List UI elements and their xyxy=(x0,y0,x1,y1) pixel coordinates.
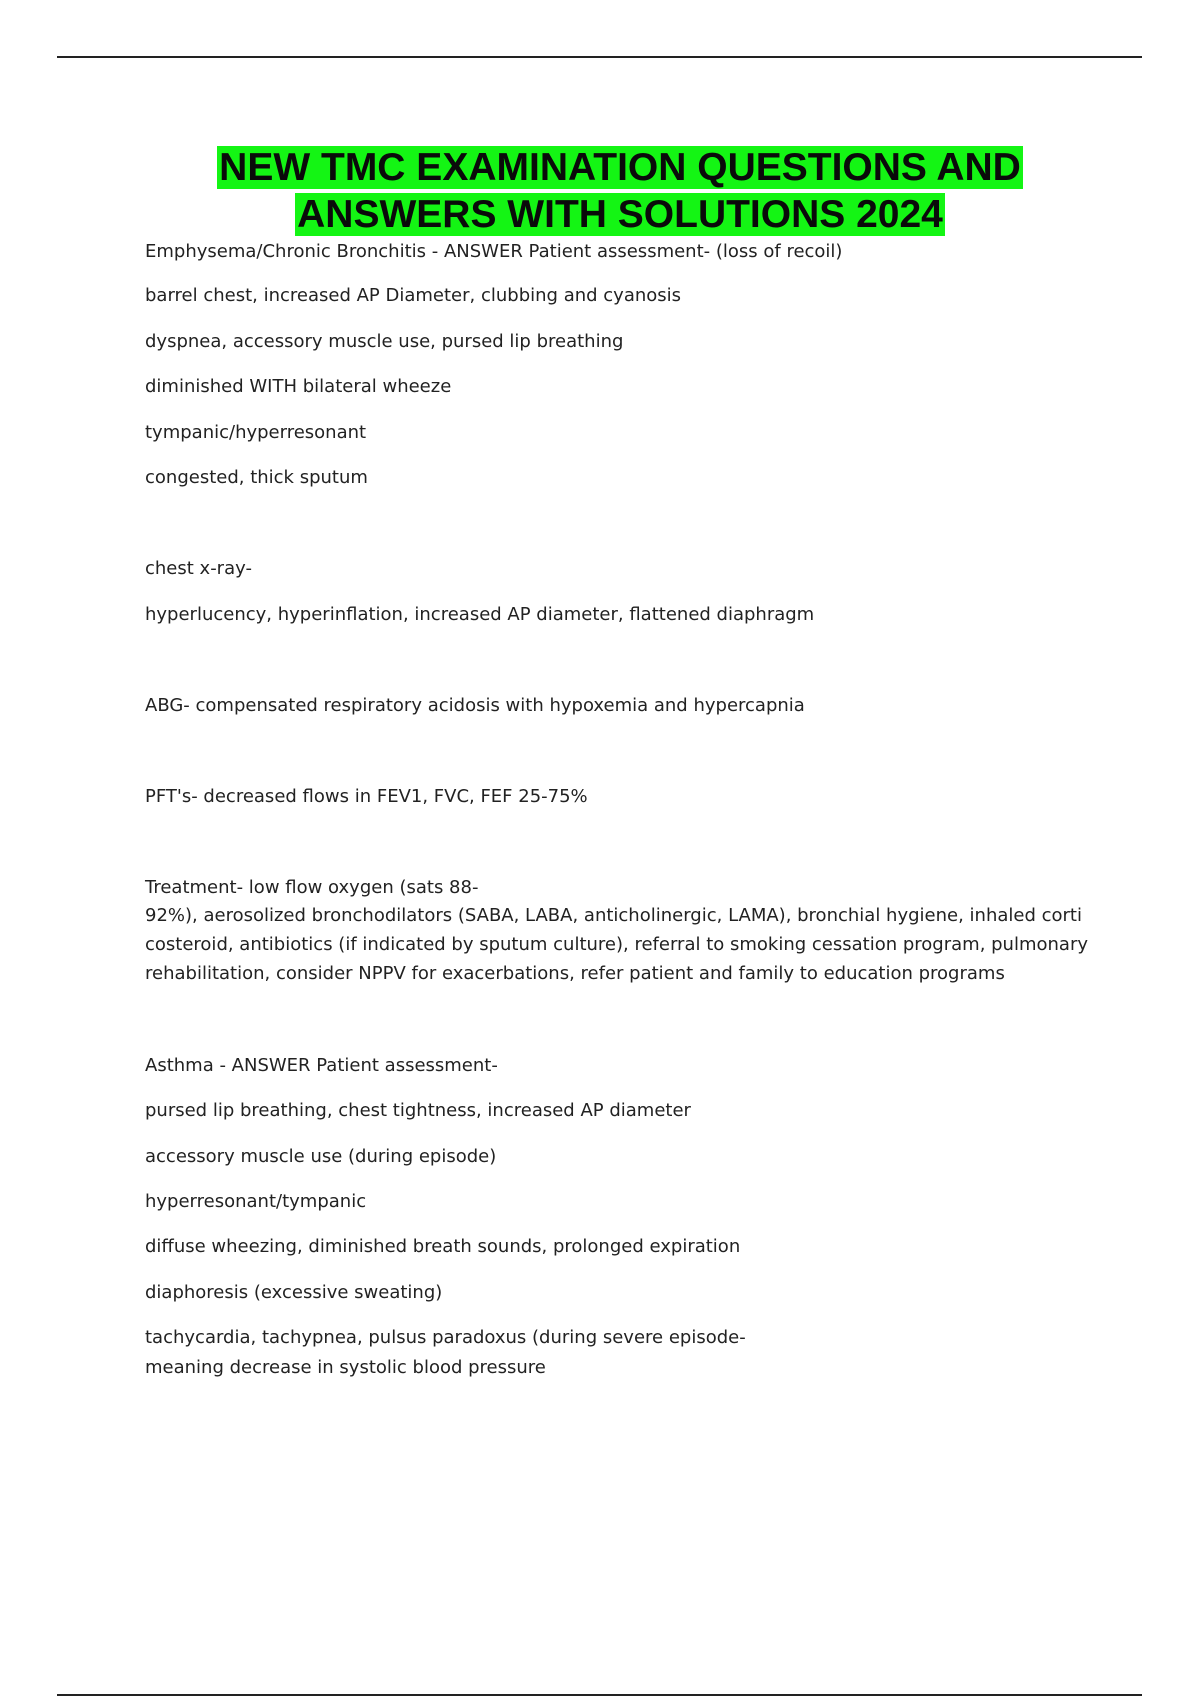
top-rule xyxy=(57,56,1142,58)
abg-line: ABG- compensated respiratory acidosis with hypoxemia and hypercapnia xyxy=(145,695,805,716)
emphysema-assessment-3: diminished WITH bilateral wheeze xyxy=(145,376,452,397)
pft-line: PFT's- decreased flows in FEV1, FVC, FEF 25-75% xyxy=(145,786,588,807)
asthma-assessment-4: diffuse wheezing, diminished breath sounds, prolonged expiration xyxy=(145,1236,741,1257)
asthma-assessment-6: tachycardia, tachypnea, pulsus paradoxus (during severe episode- xyxy=(145,1327,746,1348)
asthma-heading: Asthma - ANSWER Patient assessment- xyxy=(145,1055,498,1076)
asthma-assessment-2: accessory muscle use (during episode) xyxy=(145,1146,497,1167)
title-line-1: NEW TMC EXAMINATION QUESTIONS AND xyxy=(219,146,1021,189)
asthma-assessment-7: meaning decrease in systolic blood pressure xyxy=(145,1357,546,1378)
emphysema-assessment-1: barrel chest, increased AP Diameter, clubbing and cyanosis xyxy=(145,285,682,306)
document-title xyxy=(0,144,1200,238)
xray-findings: hyperlucency, hyperinflation, increased AP diameter, flattened diaphragm xyxy=(145,604,815,625)
treatment-paragraph: 92%), aerosolized bronchodilators (SABA, LABA, anticholinergic, LAMA), bronchial hygiene, inhaled corticosteroid, antibiotics (if indicated by sputum culture), referral to smoking cessation program, pulmonary rehabilitation, consider NPPV for exacerbations, refer patient and family to education programs xyxy=(145,905,1089,984)
asthma-assessment-3: hyperresonant/tympanic xyxy=(145,1191,367,1212)
emphysema-assessment-2: dyspnea, accessory muscle use, pursed lip breathing xyxy=(145,331,624,352)
treatment-line-1: Treatment- low flow oxygen (sats 88- xyxy=(145,877,479,898)
asthma-assessment-5: diaphoresis (excessive sweating) xyxy=(145,1282,443,1303)
xray-label: chest x-ray- xyxy=(145,558,252,579)
emphysema-assessment-5: congested, thick sputum xyxy=(145,467,368,488)
bottom-rule xyxy=(57,1694,1142,1696)
emphysema-heading: Emphysema/Chronic Bronchitis - ANSWER Patient assessment- (loss of recoil) xyxy=(145,241,843,262)
asthma-assessment-1: pursed lip breathing, chest tightness, increased AP diameter xyxy=(145,1100,691,1121)
title-line-2: ANSWERS WITH SOLUTIONS 2024 xyxy=(297,193,943,236)
emphysema-assessment-4: tympanic/hyperresonant xyxy=(145,422,367,443)
